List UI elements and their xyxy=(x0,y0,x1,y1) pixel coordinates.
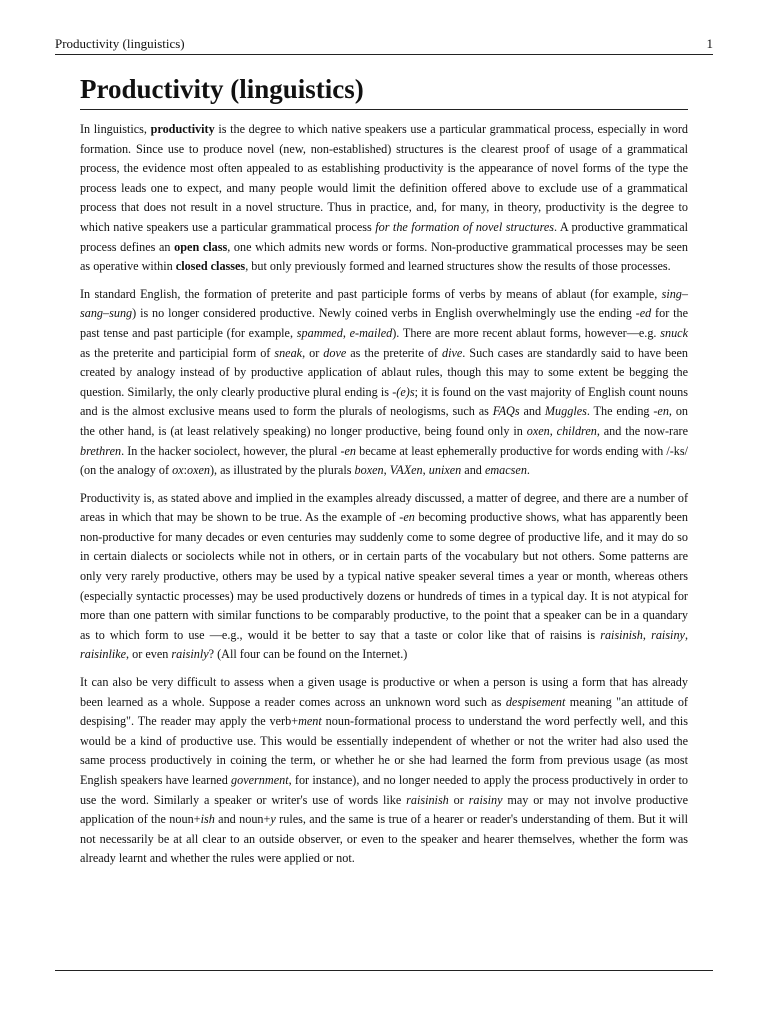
text-run: Productivity is, as stated above and implied in the examples already discussed, a matter of degree, and there are a number of areas in which that may be shown to be true. As the example of xyxy=(80,490,688,525)
text-run: , but only previously formed and learned structures show the results of those processes. xyxy=(245,259,671,274)
italic-term: despisement xyxy=(505,694,566,709)
italic-term: raisinish xyxy=(406,792,449,807)
text-run: noun-formational process to understand the word perfectly well, and this would be a kind of productive use. This would be essentially independent of whether or not the writer had also used the same process productively in coining the term, or whether he or she had learned the form from previous usage (as most English speakers have learned xyxy=(80,714,688,787)
paragraph-2 xyxy=(80,285,688,481)
italic-term: ish xyxy=(200,812,215,827)
title-divider xyxy=(80,109,688,110)
text-run: . xyxy=(526,463,530,478)
text-run: and noun+ xyxy=(214,812,271,827)
italic-term: emacsen xyxy=(484,463,527,478)
italic-term: raisinlike xyxy=(80,647,127,662)
italic-term: spammed xyxy=(296,325,343,340)
text-run: , xyxy=(422,463,429,478)
italic-term: VAXen xyxy=(389,463,423,478)
text-run: , xyxy=(642,627,652,642)
text-run: rules, and the same is true of a hearer or reader's understanding of them. But it will not necessarily be at all clear to an outside observer, or even to the speaker and hearer themselves, whether the form was already learnt and whether the rules were applied or not. xyxy=(80,812,688,866)
italic-term: children xyxy=(556,423,597,438)
text-run: , on the other hand, is (at least relatively speaking) no longer productive, being found only in xyxy=(80,404,688,438)
italic-term: e-mailed xyxy=(349,325,393,340)
italic-term: snuck xyxy=(660,325,688,340)
text-run: ), as illustrated by the plurals xyxy=(209,463,355,478)
paragraph-4 xyxy=(80,673,688,869)
text-run: becoming productive shows, what has apparently been non-productive for many decades or even centuries may suddenly come to some degree of productive life, and it may do so in certain dialects or sociolects while not in others, or in certain parts of the vocabulary but not others. Some patterns are only very rarely productive, others may be used by a typical native speaker several times a year or month, whereas others (especially syntactic processes) may be used productively dozens or hundreds of times in a typical day. It is not atypical for more than one pattern with similar functions to be comparably productive, to the point that a speaker can be in a quandary as to which form to use —e.g., would it be better to say that a taste or color like that of raisins is xyxy=(80,510,689,642)
italic-term: raisinly xyxy=(171,647,209,662)
italic-term: -en xyxy=(653,404,669,419)
italic-term: boxen xyxy=(354,463,384,478)
italic-term: ox xyxy=(172,463,184,478)
text-run: as the preterite and participial form of xyxy=(80,345,275,360)
text-run: , or even xyxy=(126,647,172,662)
italic-term: -en xyxy=(399,510,415,525)
italic-term: government xyxy=(231,773,289,787)
italic-term: Muggles xyxy=(544,404,587,419)
italic-term: sang xyxy=(80,306,104,321)
paragraph-1 xyxy=(80,120,688,277)
header-divider xyxy=(55,54,713,55)
text-run: and xyxy=(461,463,485,478)
italic-term: -(e)s xyxy=(392,384,415,399)
text-run: , xyxy=(684,627,688,642)
text-run: . In the hacker sociolect, however, the plural xyxy=(121,443,341,458)
text-run: . A productive grammatical process defines an xyxy=(80,219,689,254)
italic-term: brethren xyxy=(80,443,122,458)
text-run: meaning "an attitude of despising". The reader may apply the verb+ xyxy=(80,694,688,729)
text-run: , xyxy=(383,463,390,478)
text-run: for the past tense and past participle (for example, xyxy=(80,306,688,340)
text-run: , and the now-rare xyxy=(596,423,688,438)
italic-term: sing xyxy=(661,286,682,301)
text-run: , or xyxy=(302,345,324,360)
italic-term: raisiny xyxy=(468,792,503,807)
running-title: Productivity (linguistics) xyxy=(55,36,185,51)
italic-term: oxen xyxy=(186,463,210,478)
italic-term: dive xyxy=(441,345,463,360)
italic-term: raisinish xyxy=(600,627,643,642)
page-number: 1 xyxy=(706,36,713,51)
italic-term: -ed xyxy=(635,306,652,321)
italic-term: y xyxy=(270,812,276,827)
italic-term: FAQs xyxy=(492,404,520,419)
paragraph-3 xyxy=(80,489,688,665)
text-run: : xyxy=(183,463,187,478)
text-run: as the preterite of xyxy=(346,345,442,360)
text-run: may or may not involve productive application of the noun+ xyxy=(80,792,688,827)
text-run: In linguistics, xyxy=(80,122,151,136)
italic-term: -en xyxy=(340,443,357,458)
italic-term: oxen xyxy=(526,423,550,438)
bold-term: open class xyxy=(174,239,228,254)
text-run: . Such cases are standardly said to have been created by analogy instead of by productive application of ablaut rules, though this may to some extent be begging the question. Similarly, the only clearly productive plural ending is xyxy=(80,345,689,399)
text-run: and xyxy=(519,404,545,419)
text-run: is the degree to which native speakers use a particular grammatical process, especially in word formation. Since use to produce novel (new, non-established) structures is the clearest proof of usage of a grammatical process, the evidence most often appealed to as establishing productivity is the appearance of novel forms of the type the process leads one to expect, and many people would limit the definition offered above to exclude use of a grammatical process that does not result in a novel structure. Thus in practice, and, for many, in theory, productivity is the degree to which native speakers use a particular grammatical process xyxy=(80,122,688,234)
text-run: – xyxy=(103,306,110,321)
text-run: , one which admits new words or forms. Non-productive grammatical processes may be seen as operative within xyxy=(80,239,689,274)
footer-divider xyxy=(55,970,713,971)
text-run: became at least ephemerally productive for words ending with /-ks/ (on the analogy of xyxy=(80,443,688,478)
italic-term: ment xyxy=(298,714,322,729)
text-run: or xyxy=(448,792,469,807)
running-header xyxy=(55,36,713,52)
text-run: In standard English, the formation of preterite and past participle forms of verbs by means of ablaut (for example, xyxy=(80,286,662,301)
italic-term: dove xyxy=(323,345,347,360)
text-run: ) is no longer considered productive. Newly coined verbs in English overwhelmingly use the ending xyxy=(132,306,636,321)
bold-term: productivity xyxy=(150,122,215,136)
text-run: , for instance), and no longer needed to apply the process productively in order to use the word. Similarly a speaker or writer's use of words like xyxy=(80,773,688,807)
italic-term: raisiny xyxy=(651,627,685,642)
page-title: Productivity (linguistics) xyxy=(80,74,364,104)
text-run: . The ending xyxy=(586,404,654,419)
text-run: , xyxy=(549,423,557,438)
text-run: ; it is found on the vast majority of English count nouns and is the almost exclusive means used to form the plurals of neologisms, such as xyxy=(80,384,688,419)
text-run: – xyxy=(681,286,688,301)
italic-term: sung xyxy=(109,306,133,321)
text-run: ? (All four can be found on the Internet.) xyxy=(208,647,408,662)
italic-term: for the formation of novel structures xyxy=(375,219,555,234)
text-run: It can also be very difficult to assess when a given usage is productive or when a person is using a form that has already been learned as a whole. Suppose a reader comes across an unknown word such as xyxy=(80,675,688,709)
article-body xyxy=(80,120,688,877)
italic-term: unixen xyxy=(428,463,462,478)
text-run: , xyxy=(342,325,350,340)
bold-term: closed classes xyxy=(175,259,246,274)
text-run: ). There are more recent ablaut forms, however—e.g. xyxy=(392,325,661,340)
italic-term: sneak xyxy=(274,345,303,360)
